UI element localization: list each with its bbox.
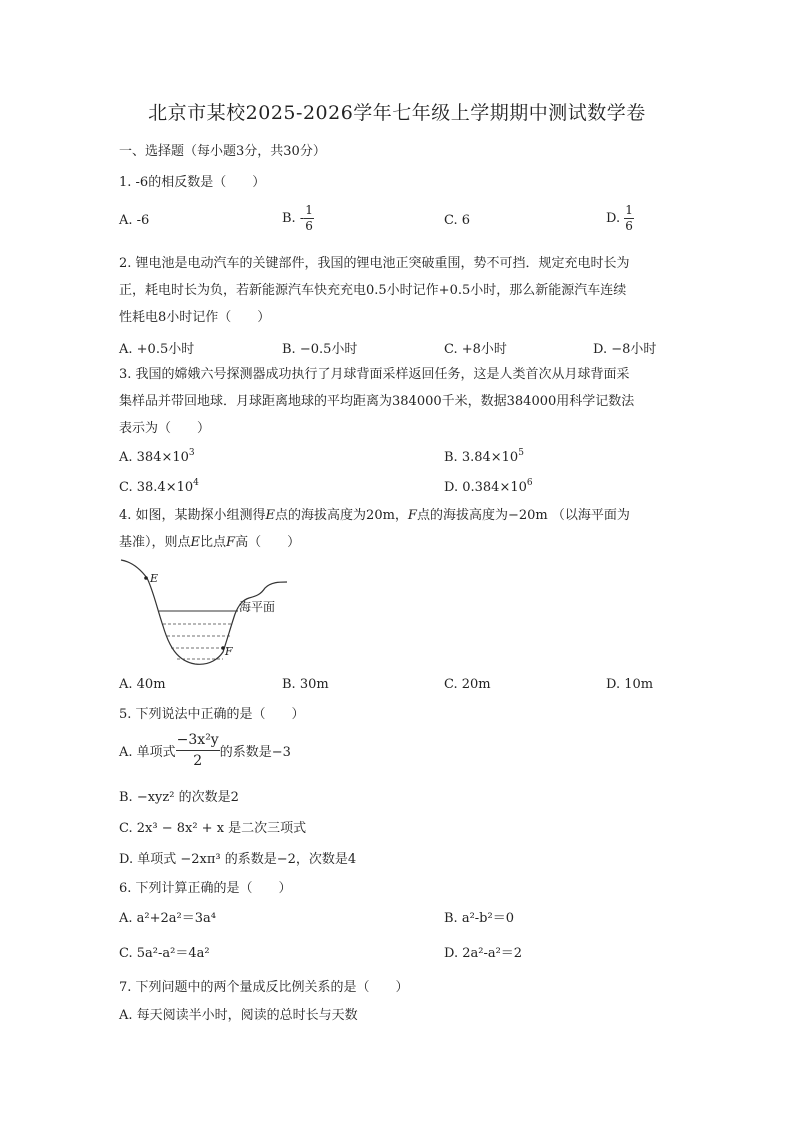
question-2-line-3: 性耗电8小时记作（ ） xyxy=(119,310,271,325)
q2-option-d: D. −8小时 xyxy=(593,342,657,357)
question-3-line-1: 3. 我国的嫦娥六号探测器成功执行了月球背面采样返回任务，这是人类首次从月球背面采 xyxy=(119,367,630,382)
q2-option-b: B. −0.5小时 xyxy=(282,342,358,357)
question-7-stem: 7. 下列问题中的两个量成反比例关系的是（ ） xyxy=(119,980,409,995)
q5-option-c: C. 2x³ − 8x² + x 是二次三项式 xyxy=(119,821,307,836)
question-1-stem: 1. -6的相反数是（ ） xyxy=(119,175,266,190)
point-e-label: E xyxy=(150,572,159,585)
q6-option-b: B. a²-b²＝0 xyxy=(444,911,514,926)
q4-option-c: C. 20m xyxy=(444,677,491,692)
q5-option-b: B. −xyz² 的次数是2 xyxy=(119,790,239,805)
q7-option-a: A. 每天阅读半小时，阅读的总时长与天数 xyxy=(119,1008,358,1023)
question-2-line-2: 正，耗电时长为负，若新能源汽车快充充电0.5小时记作+0.5小时，那么新能源汽车连续 xyxy=(119,283,627,298)
q1-option-d: D. $\frac{1}{6}$ xyxy=(606,203,633,233)
q1-option-a: A. -6 xyxy=(119,213,150,228)
question-3-line-2: 集样品并带回地球．月球距离地球的平均距离为384000千米，数据384000用科学记数法 xyxy=(119,394,635,409)
q6-option-c: C. 5a²-a²＝4a² xyxy=(119,946,210,961)
q6-option-d: D. 2a²-a²＝2 xyxy=(444,946,523,961)
q5-option-a: A. 单项式 $\frac{\text{−3x²y}}{2}$ 的系数是−3 xyxy=(119,732,291,769)
section-heading: 一、选择题（每小题3分，共30分） xyxy=(119,144,326,159)
question-4-line-2: 基准），则点E比点F高（ ） xyxy=(119,535,301,550)
q4-option-a: A. 40m xyxy=(119,677,166,692)
q6-option-a: A. a²+2a²＝3a⁴ xyxy=(119,911,216,926)
q5-option-d: D. 单项式 −2xπ³ 的系数是−2，次数是4 xyxy=(119,852,357,867)
point-f-label: F xyxy=(225,645,233,658)
q2-option-a: A. +0.5小时 xyxy=(119,342,195,357)
question-2-line-1: 2. 锂电池是电动汽车的关键部件，我国的锂电池正突破重围，势不可挡．规定充电时长为 xyxy=(119,256,630,271)
q3-option-b: B. $3.84\times 10^5$ xyxy=(444,448,524,465)
sea-level-figure xyxy=(115,556,295,671)
q1-option-c: C. 6 xyxy=(444,213,471,228)
q3-option-d: D. $0.384\times 10^6$ xyxy=(444,478,533,495)
q3-option-c: C. $38.4\times 10^4$ xyxy=(119,478,199,495)
sea-level-label: 海平面 xyxy=(239,600,276,614)
q3-option-a: A. $384\times 10^3$ xyxy=(119,448,195,465)
question-3-line-3: 表示为（ ） xyxy=(119,421,211,436)
q4-option-b: B. 30m xyxy=(282,677,329,692)
page-title: 北京市某校2025-2026学年七年级上学期期中测试数学卷 xyxy=(148,102,646,124)
q2-option-c: C. +8小时 xyxy=(444,342,507,357)
q4-option-d: D. 10m xyxy=(606,677,654,692)
question-5-stem: 5. 下列说法中正确的是（ ） xyxy=(119,707,305,722)
question-6-stem: 6. 下列计算正确的是（ ） xyxy=(119,881,292,896)
q1-option-b: B. - $\frac{1}{6}$ xyxy=(282,203,313,233)
question-4-line-1: 4. 如图，某勘探小组测得E点的海拔高度为20m，F点的海拔高度为−20m （以海平面为 xyxy=(119,508,630,523)
point-e-marker xyxy=(144,576,148,580)
